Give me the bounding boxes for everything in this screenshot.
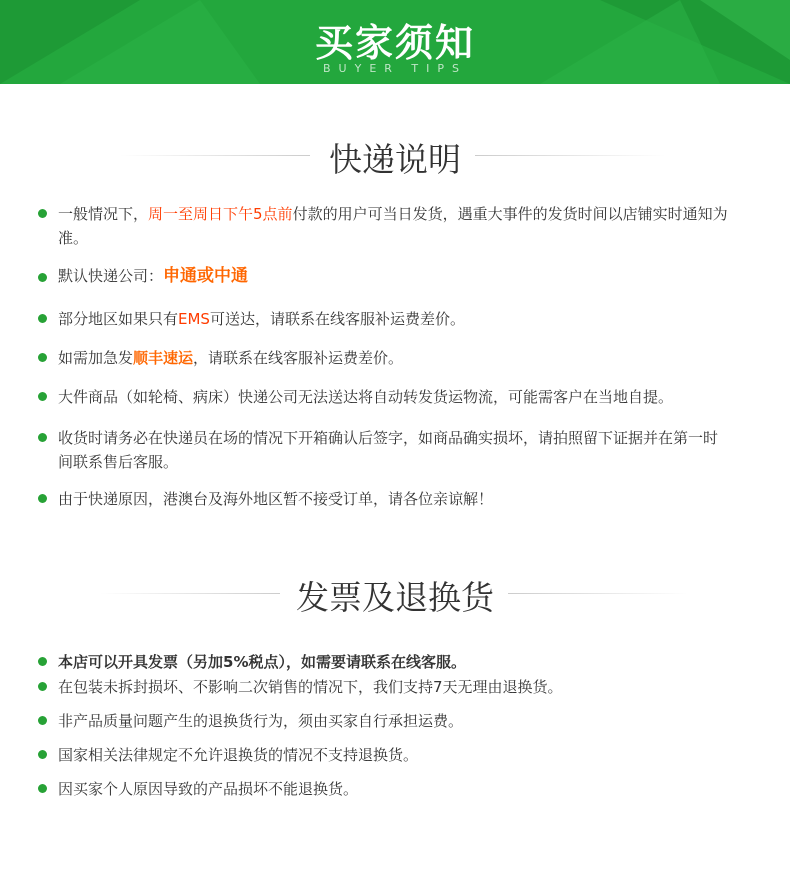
- item-text: 本店可以开具发票（另加5%税点），如需要请联系在线客服。: [58, 653, 466, 671]
- bullet-dot: [38, 433, 47, 442]
- item-text: 默认快递公司：: [58, 267, 164, 285]
- bullet-dot: [38, 273, 47, 282]
- item-text: 可送达，请联系在线客服补运费差价。: [209, 310, 465, 328]
- bullet-dot: [38, 209, 47, 218]
- item-highlight: 周一至周日下午5点前: [148, 205, 293, 223]
- item-text: 在包装未拆封损坏、不影响二次销售的情况下，我们支持7天无理由退换货。: [58, 678, 563, 696]
- shipping-section-heading: [0, 130, 790, 180]
- bullet-dot: [38, 784, 47, 793]
- item-highlight: 顺丰速运: [133, 349, 194, 367]
- header-banner: [0, 0, 790, 84]
- bullet-dot: [38, 314, 47, 323]
- item-text: 非产品质量问题产生的退换货行为，须由买家自行承担运费。: [58, 712, 464, 730]
- item-text: 收货时请务必在快递员在场的情况下开箱确认后签字，如商品确实损坏，请拍照留下证据并在第一时间联系售后客服。: [58, 429, 719, 471]
- shipping-title: 快递说明: [329, 140, 461, 179]
- item-highlight: 申通或中通: [163, 266, 249, 286]
- item-highlight: EMS: [178, 310, 210, 328]
- invoice-section-heading: [0, 568, 790, 618]
- item-text: 付款的用户可当日发货，遇重大事件的发货时间以店铺实时通知为准。: [58, 205, 728, 247]
- bullet-dot: [38, 392, 47, 401]
- bullet-dot: [38, 750, 47, 759]
- banner-subtitle: BUYER TIPS: [323, 62, 467, 75]
- item-text: 大件商品（如轮椅、病床）快递公司无法送达将自动转发货运物流，可能需客户在当地自提。: [58, 388, 674, 406]
- invoice-title: 发票及退换货: [296, 578, 494, 617]
- item-text: 由于快递原因，港澳台及海外地区暂不接受订单，请各位亲谅解！: [58, 490, 494, 508]
- heading-line-right: [508, 593, 688, 594]
- item-text: 一般情况下，: [58, 205, 149, 223]
- bullet-dot: [38, 657, 47, 666]
- item-text: 部分地区如果只有: [58, 310, 179, 328]
- banner-title: 买家须知: [314, 21, 475, 65]
- item-text: 国家相关法律规定不允许退换货的情况不支持退换货。: [58, 746, 419, 764]
- bullet-dot: [38, 682, 47, 691]
- bullet-dot: [38, 353, 47, 362]
- item-text: 如需加急发: [58, 349, 134, 367]
- bullet-dot: [38, 494, 47, 503]
- bullet-dot: [38, 716, 47, 725]
- heading-line-right: [475, 155, 665, 156]
- item-text: 因买家个人原因导致的产品损坏不能退换货。: [58, 780, 359, 798]
- item-text: ，请联系在线客服补运费差价。: [193, 349, 404, 367]
